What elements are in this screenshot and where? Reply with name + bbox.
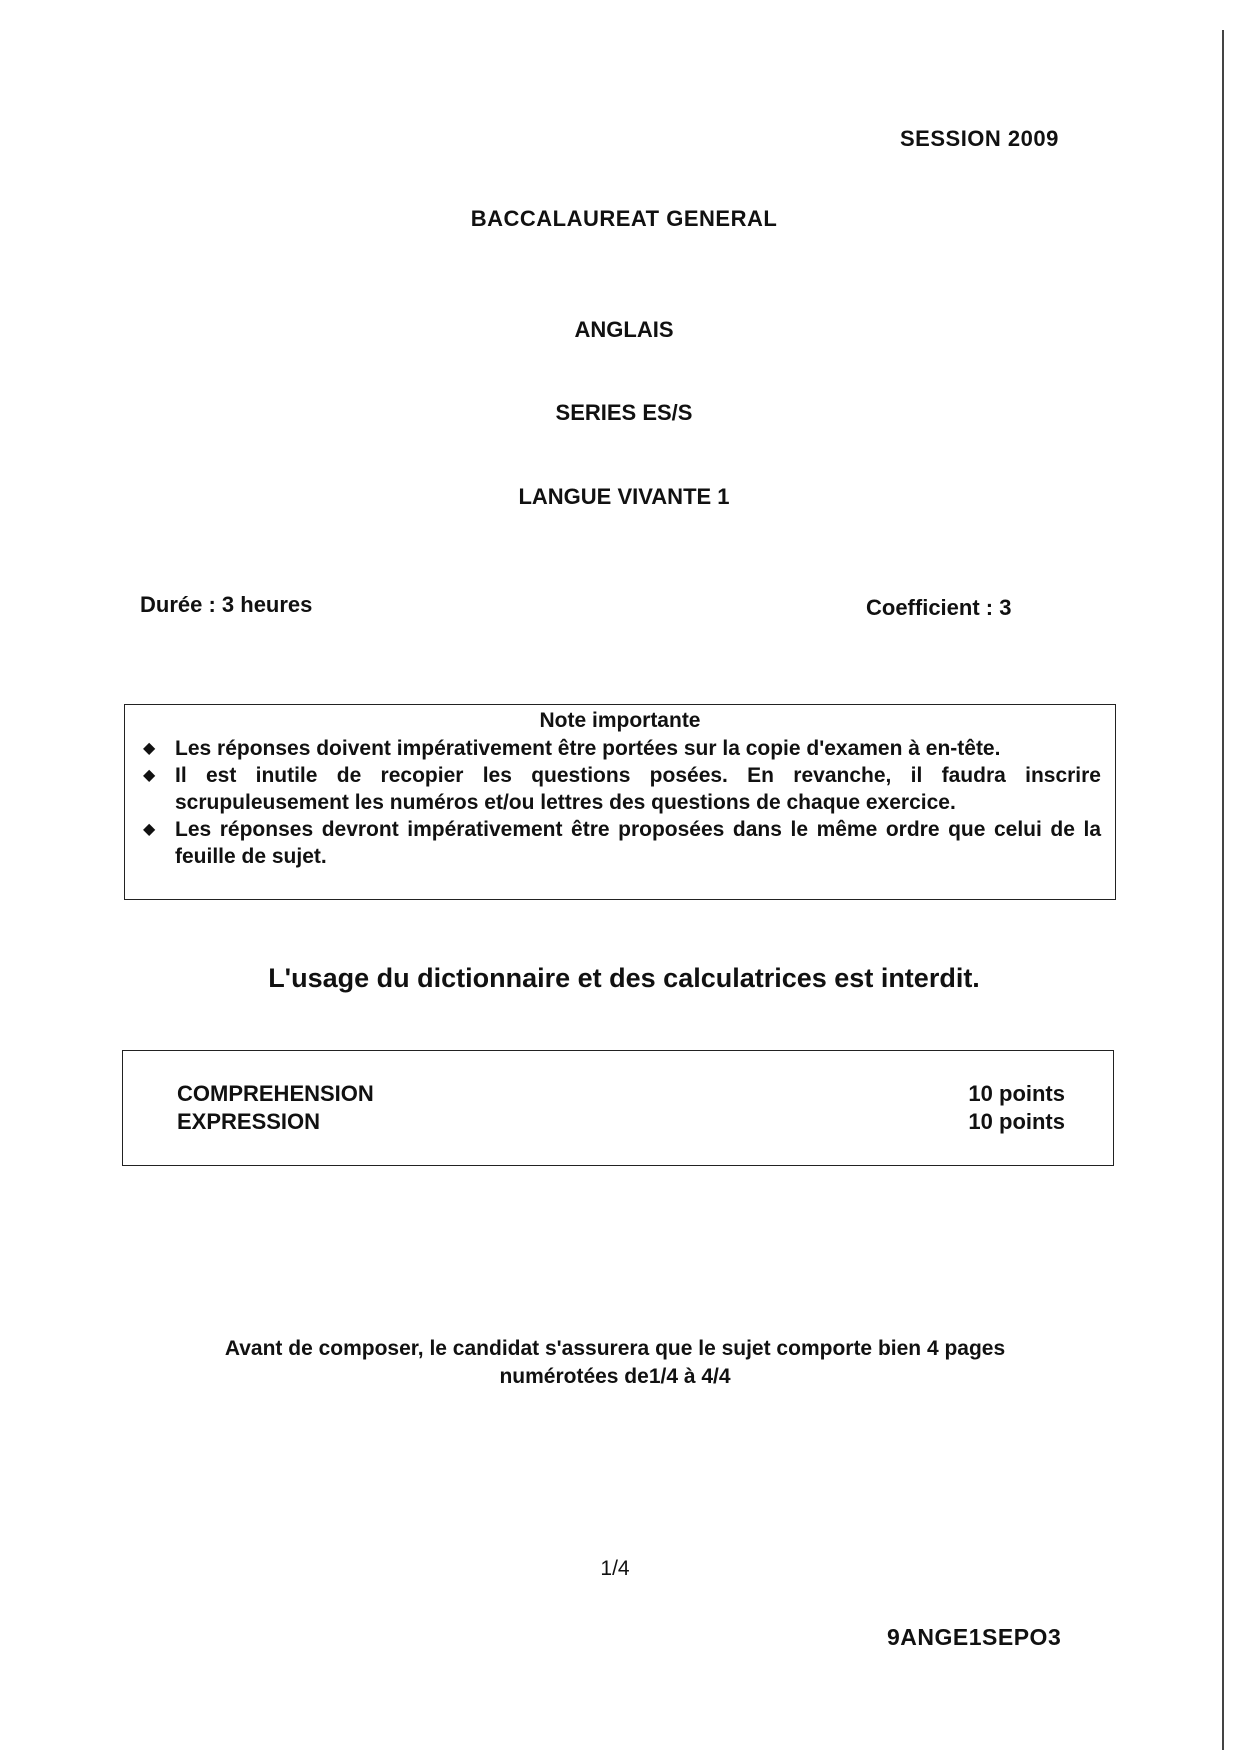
points-box [122,1050,1114,1166]
series-label: SERIES ES/S [555,400,693,425]
scan-edge-line [1222,30,1224,1750]
important-note-box [124,704,1116,900]
exam-title: BACCALAUREAT GENERAL [470,206,778,231]
note-item-text: Les réponses devront impérativement être proposées dans le même ordre que celui de la feuille de sujet. [175,818,1101,868]
language-level-label: LANGUE VIVANTE 1 [518,484,730,509]
points-row [177,1081,1065,1107]
document-code: 9ANGE1SEPO3 [887,1624,1062,1650]
page-number: 1/4 [600,1557,630,1580]
note-item-text: Les réponses doivent impérativement être portées sur la copie d'examen à en-tête. [175,737,1001,760]
page-check-notice [0,1335,1230,1391]
page-check-line-1: Avant de composer, le candidat s'assurera que le sujet comporte bien 4 pages [224,1337,1006,1360]
points-section-label: COMPREHENSION [177,1081,374,1106]
points-value: 10 points [968,1081,1065,1106]
diamond-bullet-icon: ◆ [143,821,156,838]
note-item [139,735,1101,762]
session-label: SESSION 2009 [900,126,1059,151]
note-item [139,762,1101,816]
diamond-bullet-icon: ◆ [143,740,156,757]
subject-title: ANGLAIS [574,317,674,342]
note-title: Note importante [539,709,701,732]
coefficient-label: Coefficient : 3 [866,595,1012,620]
points-section-label: EXPRESSION [177,1109,321,1134]
duration-label: Durée : 3 heures [140,592,313,617]
note-item-text: Il est inutile de recopier les questions posées. En revanche, il faudra inscrire scrupuleusement les numéros et/ou lettres des questions de chaque exercice. [175,764,1101,814]
points-value: 10 points [968,1109,1065,1134]
note-list [139,735,1101,870]
note-item [139,816,1101,870]
dictionary-warning: L'usage du dictionnaire et des calculatrices est interdit. [268,963,980,993]
diamond-bullet-icon: ◆ [143,767,156,784]
points-row [177,1109,1065,1135]
page-check-line-2: numérotées de1/4 à 4/4 [499,1365,731,1388]
